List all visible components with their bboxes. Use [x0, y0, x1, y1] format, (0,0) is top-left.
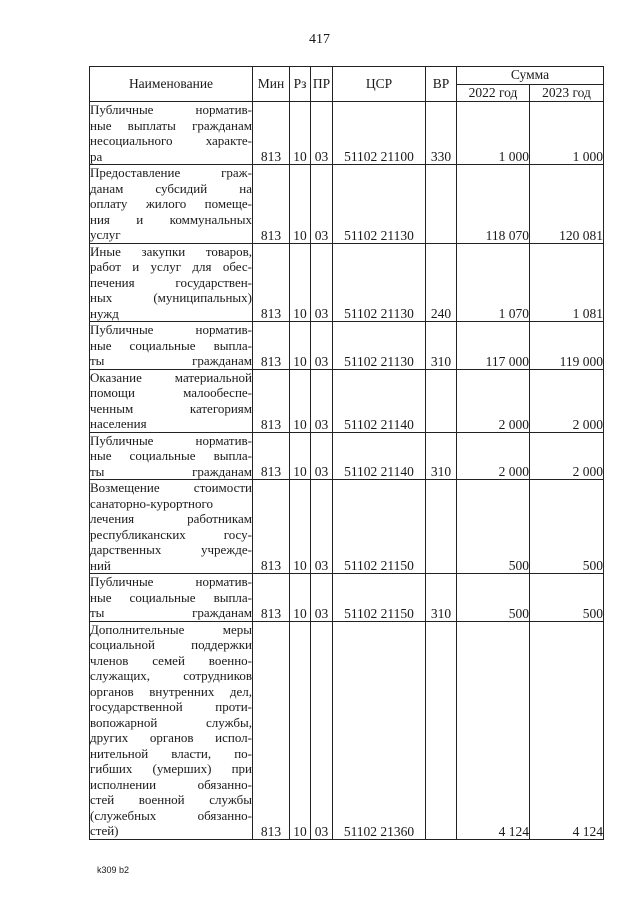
row-name-line: ний — [90, 557, 111, 573]
row-csr: 51102 21360 — [333, 621, 426, 839]
row-rz: 10 — [290, 322, 311, 370]
row-name-line: нительной власти, по- — [90, 745, 252, 761]
row-amount-2022: 117 000 — [457, 322, 530, 370]
row-name-line: ные социальные выпла- — [90, 448, 252, 463]
table-row — [90, 102, 604, 165]
row-vr: 310 — [426, 432, 457, 480]
row-min: 813 — [253, 369, 290, 432]
row-rz: 10 — [290, 165, 311, 244]
row-min: 813 — [253, 432, 290, 480]
row-name-line: исполнении обязанно- — [90, 776, 252, 792]
row-name-line: населения — [90, 416, 147, 431]
row-rz: 10 — [290, 574, 311, 622]
row-amount-2022: 4 124 — [457, 621, 530, 839]
row-pr: 03 — [311, 432, 333, 480]
header-rz: Рз — [290, 67, 311, 102]
header-min: Мин — [253, 67, 290, 102]
row-min: 813 — [253, 574, 290, 622]
table-row — [90, 432, 604, 480]
row-name-line: дарственных учрежде- — [90, 542, 252, 557]
row-amount-2022: 2 000 — [457, 432, 530, 480]
header-vr: ВР — [426, 67, 457, 102]
row-name-line: (служебных обязанно- — [90, 807, 252, 823]
row-name-line: работ и услуг для обес- — [90, 259, 252, 274]
row-name — [90, 480, 253, 574]
row-name-line: других органов испол- — [90, 730, 252, 745]
row-name — [90, 621, 253, 839]
row-name — [90, 243, 253, 322]
row-pr: 03 — [311, 322, 333, 370]
row-amount-2022: 2 000 — [457, 369, 530, 432]
row-vr — [426, 369, 457, 432]
row-amount-2022: 500 — [457, 480, 530, 574]
row-amount-2023: 1 081 — [530, 243, 604, 322]
header-year-2023: 2023 год — [530, 84, 604, 102]
row-csr: 51102 21140 — [333, 369, 426, 432]
row-name-line: Возмещение стоимости — [90, 480, 252, 495]
row-pr: 03 — [311, 369, 333, 432]
row-name-line: ты гражданам — [90, 353, 252, 368]
row-name-line: Оказание материальной — [90, 369, 252, 385]
row-name-line: Публичные норматив- — [90, 322, 252, 337]
row-vr: 310 — [426, 574, 457, 622]
row-name-line: ты гражданам — [90, 463, 252, 479]
row-pr: 03 — [311, 165, 333, 244]
row-vr: 240 — [426, 243, 457, 322]
row-min: 813 — [253, 322, 290, 370]
table-body — [90, 102, 604, 840]
row-vr: 310 — [426, 322, 457, 370]
row-min: 813 — [253, 165, 290, 244]
row-name-line: лечения работникам — [90, 511, 252, 526]
table-row — [90, 165, 604, 244]
row-name-line: печения государствен- — [90, 274, 252, 290]
row-amount-2023: 2 000 — [530, 369, 604, 432]
row-vr — [426, 165, 457, 244]
row-name-line: ченным категориям — [90, 400, 252, 416]
row-rz: 10 — [290, 480, 311, 574]
row-min: 813 — [253, 621, 290, 839]
row-csr: 51102 21150 — [333, 574, 426, 622]
row-name-line: республиканских госу- — [90, 526, 252, 542]
row-vr — [426, 621, 457, 839]
row-name-line: данам субсидий на — [90, 180, 252, 196]
row-name — [90, 574, 253, 622]
row-pr: 03 — [311, 621, 333, 839]
row-name-line: ные социальные выпла- — [90, 589, 252, 605]
row-name-line: ных (муниципальных) — [90, 290, 252, 305]
row-amount-2023: 2 000 — [530, 432, 604, 480]
row-name-line: социальной поддержки — [90, 637, 252, 652]
row-rz: 10 — [290, 102, 311, 165]
row-name — [90, 102, 253, 165]
header-pr: ПР — [311, 67, 333, 102]
row-name-line: оплату жилого помеще- — [90, 196, 252, 211]
row-csr: 51102 21140 — [333, 432, 426, 480]
row-name-line: услуг — [90, 227, 121, 242]
row-name-line: вопожарной службы, — [90, 714, 252, 730]
row-name-line: ные выплаты гражданам — [90, 117, 252, 133]
row-amount-2022: 1 070 — [457, 243, 530, 322]
row-amount-2023: 4 124 — [530, 621, 604, 839]
row-name-line: Публичные норматив- — [90, 102, 252, 117]
row-name-line: ра — [90, 148, 103, 164]
row-min: 813 — [253, 102, 290, 165]
row-name-line: Предоставление граж- — [90, 165, 252, 180]
row-rz: 10 — [290, 432, 311, 480]
row-name-line: членов семей военно- — [90, 652, 252, 668]
row-amount-2023: 500 — [530, 480, 604, 574]
row-csr: 51102 21130 — [333, 243, 426, 322]
row-rz: 10 — [290, 243, 311, 322]
row-csr: 51102 21130 — [333, 165, 426, 244]
table-row — [90, 322, 604, 370]
row-amount-2023: 1 000 — [530, 102, 604, 165]
row-name-line: органов внутренних дел, — [90, 683, 252, 699]
row-name-line: помощи малообеспе- — [90, 385, 252, 400]
table-row — [90, 243, 604, 322]
table-row — [90, 480, 604, 574]
header-year-2022: 2022 год — [457, 84, 530, 102]
row-name-line: Публичные норматив- — [90, 432, 252, 448]
row-pr: 03 — [311, 480, 333, 574]
row-name — [90, 432, 253, 480]
row-min: 813 — [253, 480, 290, 574]
row-name — [90, 322, 253, 370]
row-name-line: Публичные норматив- — [90, 574, 252, 589]
row-name-line: нужд — [90, 305, 119, 321]
page-number: 417 — [309, 32, 330, 47]
row-name-line: ные социальные выпла- — [90, 337, 252, 353]
row-rz: 10 — [290, 369, 311, 432]
row-csr: 51102 21150 — [333, 480, 426, 574]
row-name-line: Дополнительные меры — [90, 621, 252, 637]
row-name-line: несоциального характе- — [90, 133, 252, 148]
row-name-line: служащих, сотрудников — [90, 668, 252, 683]
row-name-line: гибших (умерших) при — [90, 761, 252, 776]
row-amount-2023: 120 081 — [530, 165, 604, 244]
header-csr: ЦСР — [333, 67, 426, 102]
row-pr: 03 — [311, 243, 333, 322]
row-name-line: ния и коммунальных — [90, 211, 252, 227]
footer-code: k309 b2 — [97, 865, 130, 875]
row-amount-2022: 118 070 — [457, 165, 530, 244]
row-name — [90, 369, 253, 432]
header-name: Наименование — [90, 67, 253, 102]
row-rz: 10 — [290, 621, 311, 839]
table-row — [90, 369, 604, 432]
table-row — [90, 574, 604, 622]
row-name-line: государственной проти- — [90, 699, 252, 714]
row-min: 813 — [253, 243, 290, 322]
row-amount-2023: 500 — [530, 574, 604, 622]
row-name-line: стей военной службы — [90, 792, 252, 807]
row-pr: 03 — [311, 574, 333, 622]
row-name-line: санаторно-курортного — [90, 495, 213, 511]
row-vr: 330 — [426, 102, 457, 165]
row-name — [90, 165, 253, 244]
row-name-line: Иные закупки товаров, — [90, 243, 252, 259]
row-pr: 03 — [311, 102, 333, 165]
row-amount-2022: 500 — [457, 574, 530, 622]
row-amount-2023: 119 000 — [530, 322, 604, 370]
row-name-line: ты гражданам — [90, 605, 252, 620]
table-header — [90, 67, 604, 102]
header-summa: Сумма — [457, 67, 604, 85]
row-csr: 51102 21100 — [333, 102, 426, 165]
budget-table — [89, 66, 604, 840]
row-name-line: стей) — [90, 823, 119, 838]
row-amount-2022: 1 000 — [457, 102, 530, 165]
table-row — [90, 621, 604, 839]
row-vr — [426, 480, 457, 574]
row-csr: 51102 21130 — [333, 322, 426, 370]
